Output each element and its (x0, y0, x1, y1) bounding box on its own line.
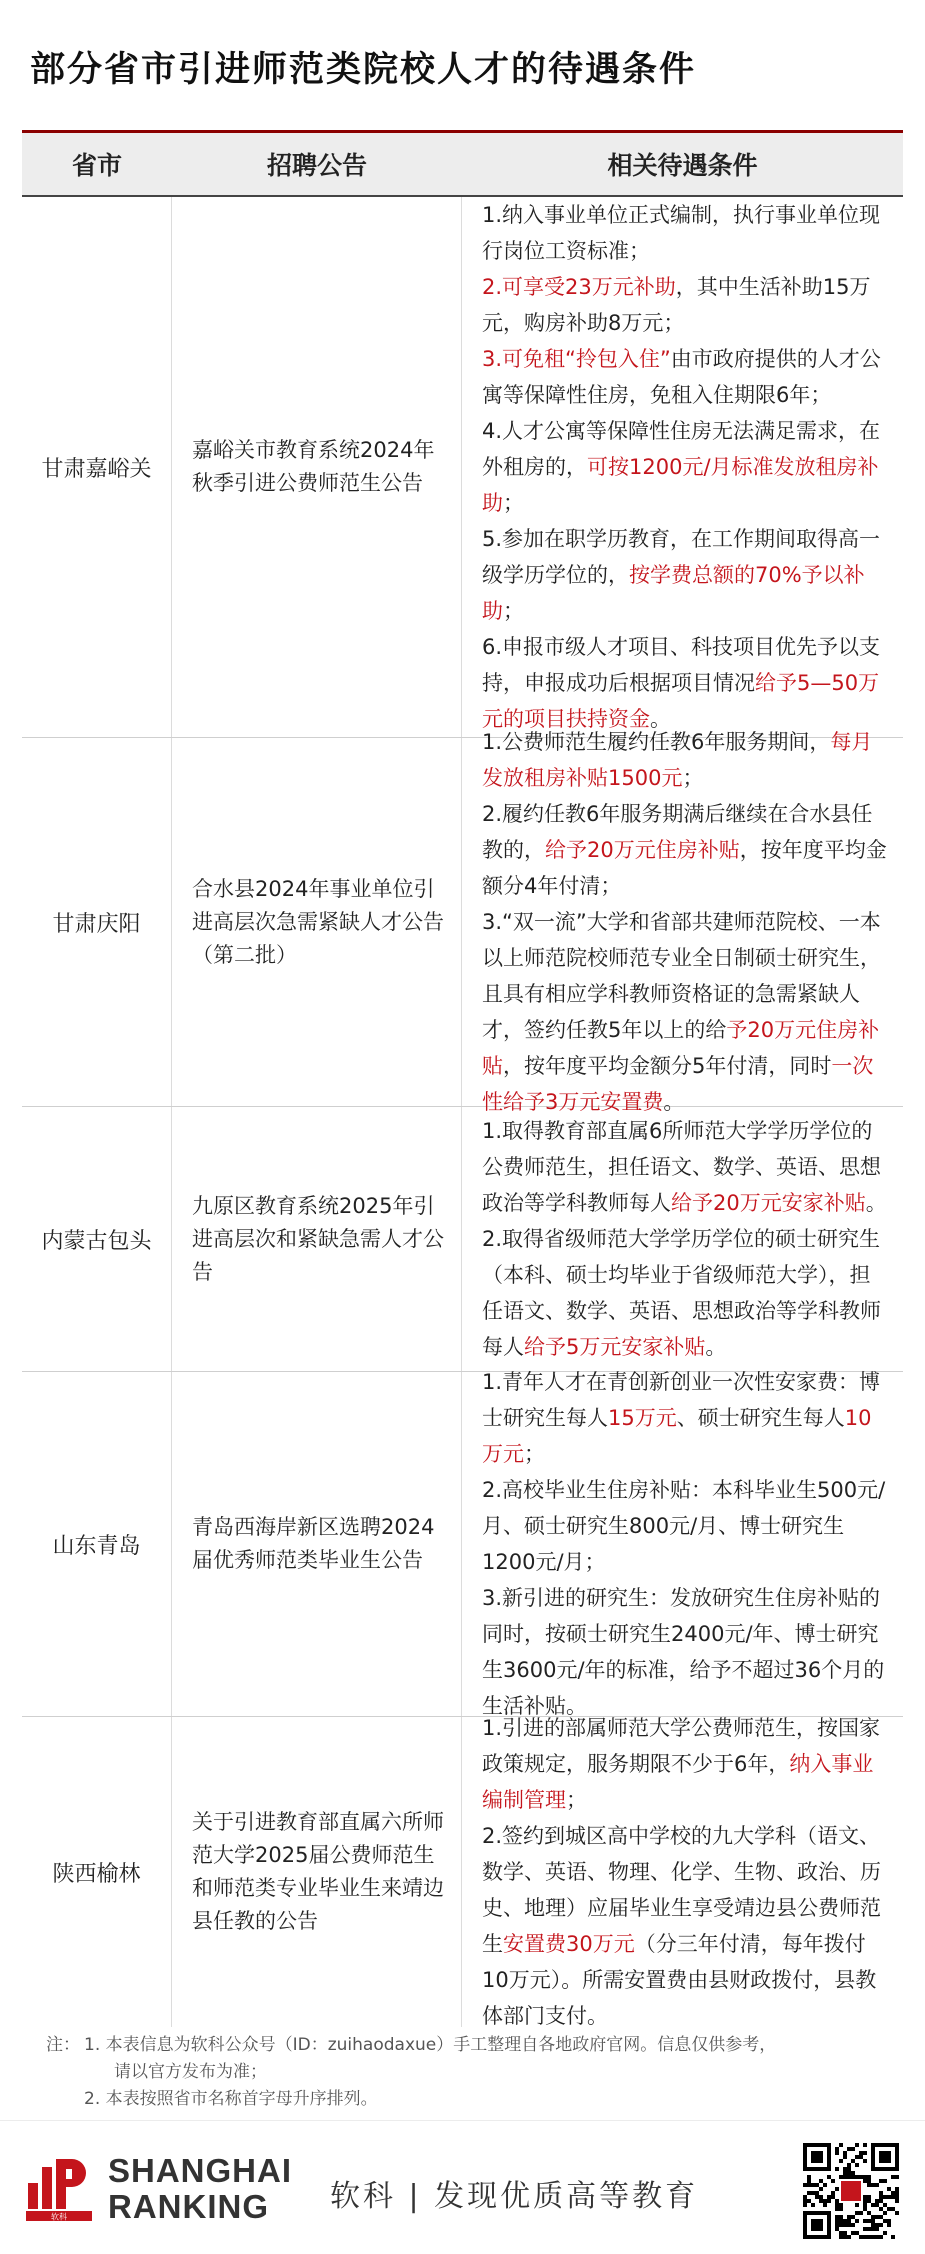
benefit-highlight: 按学费总额的70%予以补助 (482, 563, 865, 623)
notice-cell: 关于引进教育部直属六所师范大学2025届公费师范生和师范类专业毕业生来靖边县任教的公告 (172, 1717, 462, 2027)
benefit-text: 、硕士研究生每人 (676, 1406, 845, 1430)
benefit-highlight: 予20万元住房补贴 (482, 1018, 880, 1078)
notice-cell: 合水县2024年事业单位引进高层次急需紧缺人才公告（第二批） (172, 738, 462, 1106)
benefit-item (482, 1221, 891, 1365)
footer (0, 2120, 925, 2254)
benefit-text: 。 (650, 707, 671, 731)
benefit-highlight: 10万元 (482, 1406, 872, 1466)
benefit-item (482, 341, 891, 413)
table-row (22, 1372, 903, 1717)
benefit-text: 1.取得教育部直属6所师范大学学历学位的公费师范生，担任语文、数学、英语、思想政治等学科教师每人 (482, 1119, 881, 1215)
benefit-item (482, 724, 891, 796)
notice-cell: 嘉峪关市教育系统2024年秋季引进公费师范生公告 (172, 197, 462, 737)
benefits-cell (462, 730, 903, 1114)
shanghai-ranking-logo-icon (24, 2153, 94, 2223)
benefit-item (482, 1364, 891, 1472)
table-row (22, 1717, 903, 2027)
benefit-highlight: 纳入事业编制管理 (482, 1752, 874, 1812)
benefit-highlight: 给予5万元安家补贴 (524, 1335, 706, 1359)
table-header (22, 133, 903, 197)
benefit-text: 4.人才公寓等保障性住房无法满足需求，在外租房的， (482, 419, 881, 479)
benefit-item (482, 796, 891, 904)
region-cell: 山东青岛 (22, 1372, 172, 1716)
benefit-highlight: 可按1200元/月标准发放租房补助 (482, 455, 879, 515)
benefit-highlight: 每月发放租房补贴1500元 (482, 730, 873, 790)
benefit-text: ； (566, 1788, 587, 1812)
benefit-text: 5.参加在职学历教育，在工作期间取得高一级学历学位的， (482, 527, 881, 587)
footer-slogan: 软科 | 发现优质高等教育 (330, 2179, 699, 2214)
notice-cell: 九原区教育系统2025年引进高层次和紧缺急需人才公告 (172, 1107, 462, 1371)
benefit-item (482, 269, 891, 341)
benefit-text: 2.签约到城区高中学校的九大学科（语文、数学、英语、物理、化学、生物、政治、历史、地理）应届毕业生享受靖边县公费师范生 (482, 1824, 881, 1956)
benefit-text: 6.申报市级人才项目、科技项目优先予以支持，申报成功后根据项目情况 (482, 635, 881, 695)
benefit-item (482, 1580, 891, 1724)
benefit-text: 由市政府提供的人才公寓等保障性住房，免租入住期限6年； (482, 347, 881, 407)
benefits-cell (462, 197, 903, 737)
benefit-highlight: 15万元 (608, 1406, 677, 1430)
benefit-text: ； (503, 491, 524, 515)
benefit-item (482, 413, 891, 521)
brand-line-1: SHANGHAI (108, 2152, 293, 2189)
benefit-item (482, 904, 891, 1120)
title-bar (0, 0, 925, 130)
benefit-item (482, 1818, 891, 2034)
benefit-text: （分三年付清，每年拨付10万元）。所需安置费由县财政拨付，县教体部门支付。 (482, 1932, 877, 2028)
qr-code-icon (803, 2143, 899, 2239)
benefit-text: 。 (663, 1090, 685, 1114)
benefit-highlight: 给予5—50万元的项目扶持资金 (482, 671, 880, 731)
table-row (22, 730, 903, 1114)
benefit-text: ； (503, 599, 524, 623)
benefit-item (482, 1710, 891, 1818)
benefit-item (482, 629, 891, 737)
region-cell: 甘肃庆阳 (22, 738, 172, 1106)
benefits-cell (462, 1372, 903, 1716)
benefit-text: 1.引进的部属师范大学公费师范生，按国家政策规定，服务期限不少于6年， (482, 1716, 881, 1776)
benefit-text: 3.新引进的研究生：发放研究生住房补贴的同时，按硕士研究生2400元/年、博士研究生3600元/年的标准，给予不超过36个月的生活补贴。 (482, 1586, 885, 1718)
benefit-item (482, 1113, 891, 1221)
benefit-text: 1.纳入事业单位正式编制，执行事业单位现行岗位工资标准； (482, 203, 881, 263)
region-cell: 内蒙古包头 (22, 1107, 172, 1371)
benefit-text: 2.履约任教6年服务期满后继续在合水县任教的， (482, 802, 873, 862)
brand-text (108, 2153, 292, 2225)
svg-text:软科: 软科 (51, 2212, 67, 2222)
benefit-text: ，其中生活补助15万元，购房补助8万元； (482, 275, 871, 335)
benefit-text: 2.取得省级师范大学学历学位的硕士研究生（本科、硕士均毕业于省级师范大学），担任语文、数学、英语、思想政治等学科教师每人 (482, 1227, 881, 1359)
notice-cell: 青岛西海岸新区选聘2024届优秀师范类毕业生公告 (172, 1372, 462, 1716)
header-benefits: 相关待遇条件 (607, 151, 758, 180)
table-row (22, 1107, 903, 1372)
benefit-highlight: 给予20万元住房补贴 (545, 838, 740, 862)
benefit-text: ； (524, 1442, 545, 1466)
benefit-highlight: 给予20万元安家补贴 (671, 1191, 866, 1215)
benefit-text: 1.青年人才在青创新创业一次性安家费：博士研究生每人 (482, 1370, 881, 1430)
benefit-text: 1.公费师范生履约任教6年服务期间， (482, 730, 831, 754)
header-region: 省市 (71, 151, 122, 180)
benefit-text: 。 (705, 1335, 727, 1359)
region-cell: 陕西榆林 (22, 1717, 172, 2027)
benefit-highlight: 一次性给予3万元安置费 (482, 1054, 874, 1114)
region-cell: 甘肃嘉峪关 (22, 197, 172, 737)
benefit-highlight: 安置费30万元 (503, 1932, 635, 1956)
benefit-highlight: 3.可免租“拎包入住” (482, 347, 671, 371)
note-line-1: 1. 本表信息为软科公众号（ID：zuihaodaxue）手工整理自各地政府官网。信息仅供参考， (84, 2035, 777, 2055)
benefits-cell (462, 1107, 903, 1371)
benefit-highlight: 2.可享受23万元补助 (482, 275, 676, 299)
page-title: 部分省市引进师范类院校人才的待遇条件 (30, 50, 697, 90)
benefit-text: ，按年度平均金额分4年付清； (482, 838, 887, 898)
benefit-text: 。 (865, 1191, 887, 1215)
benefit-item (482, 1472, 891, 1580)
benefit-text: 3.“双一流”大学和省部共建师范院校、一本以上师范院校师范专业全日制硕士研究生，且具有相应学科教师资格证的急需紧缺人才，签约任教5年以上的给 (482, 910, 881, 1042)
brand-line-2: RANKING (108, 2188, 269, 2225)
benefit-text: ； (682, 766, 704, 790)
footnotes (46, 2032, 906, 2113)
benefit-text: 2.高校毕业生住房补贴：本科毕业生500元/月、硕士研究生800元/月、博士研究生1200元/月； (482, 1478, 886, 1574)
header-notice: 招聘公告 (266, 151, 367, 180)
notes-label: 注： (46, 2035, 80, 2055)
note-line-2: 2. 本表按照省市名称首字母升序排列。 (84, 2089, 378, 2109)
benefit-item (482, 521, 891, 629)
benefits-table (22, 130, 903, 2028)
note-line-1-cont: 请以官方发布为准； (114, 2062, 267, 2082)
table-row (22, 197, 903, 738)
benefits-cell (462, 1717, 903, 2027)
benefit-item (482, 197, 891, 269)
benefit-text: ，按年度平均金额分5年付清，同时 (503, 1054, 832, 1078)
